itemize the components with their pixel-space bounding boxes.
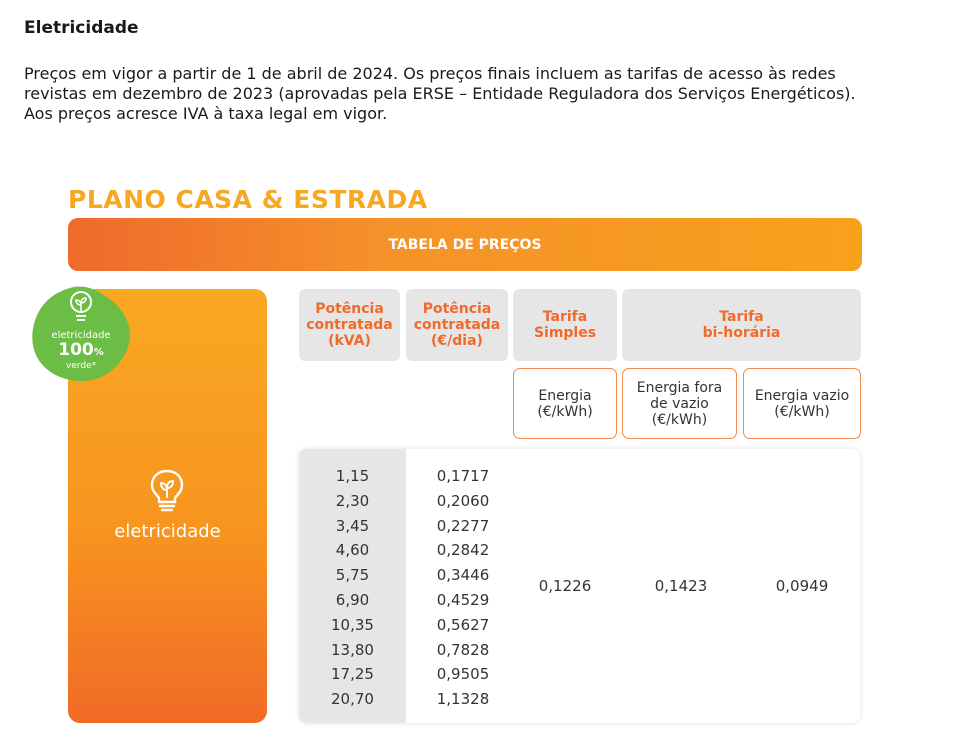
subheader-energia-vazio: Energia vazio (€/kWh): [743, 368, 861, 439]
eur-dia-column: [410, 464, 516, 712]
section-heading: Eletricidade: [24, 18, 139, 38]
intro-line: Aos preços acresce IVA à taxa legal em vigor.: [24, 104, 388, 123]
table-cell: 3,45: [335, 516, 370, 535]
header-tarifa-bihoraria: Tarifa bi-horária: [622, 289, 861, 361]
energia-fora-vazio-value: 0,1423: [654, 577, 708, 595]
intro-line: Preços em vigor a partir de 1 de abril de 2024. Os preços finais incluem as tarifas de acesso às redes: [24, 64, 836, 83]
table-cell: 0,5627: [436, 615, 490, 634]
table-cell: 0,2060: [436, 491, 490, 510]
intro-paragraph: [24, 64, 930, 124]
table-cell: 0,9505: [436, 665, 490, 684]
header-potencia-kva: Potência contratada (kVA): [299, 289, 400, 361]
badge-line-3: verde*: [65, 361, 97, 371]
subheader-energia: Energia (€/kWh): [513, 368, 617, 439]
table-cell: 1,1328: [436, 690, 490, 709]
kva-column: [299, 464, 406, 712]
badge-line-1: eletricidade: [51, 330, 111, 341]
badge-text: [30, 330, 132, 371]
table-cell: 13,80: [331, 640, 374, 659]
side-panel-label: eletricidade: [114, 521, 221, 542]
subheader-energia-fora-vazio: Energia fora de vazio (€/kWh): [622, 368, 737, 439]
table-cell: 2,30: [335, 491, 370, 510]
table-cell: 17,25: [331, 665, 374, 684]
table-cell: 10,35: [331, 615, 374, 634]
table-cell: 0,1717: [436, 467, 490, 485]
table-cell: 0,3446: [436, 566, 490, 585]
banner-label: TABELA DE PREÇOS: [388, 236, 542, 253]
badge-line-2: 100%: [58, 340, 104, 360]
intro-line: revistas em dezembro de 2023 (aprovadas pela ERSE – Entidade Reguladora dos Serviços Energéticos).: [24, 84, 856, 103]
table-cell: 0,4529: [436, 590, 490, 609]
table-cell: 6,90: [335, 590, 370, 609]
energia-simples-value: 0,1226: [538, 577, 592, 595]
table-cell: 20,70: [331, 690, 374, 709]
table-cell: 0,7828: [436, 640, 490, 659]
table-cell: 0,2277: [436, 516, 490, 535]
header-potencia-eur: Potência contratada (€/dia): [406, 289, 508, 361]
energia-vazio-value: 0,0949: [775, 577, 829, 595]
table-cell: 5,75: [335, 566, 370, 585]
lightbulb-leaf-icon: [148, 468, 186, 512]
header-tarifa-simples: Tarifa Simples: [513, 289, 617, 361]
plan-title: PLANO CASA & ESTRADA: [68, 185, 428, 214]
table-cell: 1,15: [335, 467, 370, 485]
price-table-banner: [68, 218, 862, 271]
table-cell: 0,2842: [436, 541, 490, 560]
table-cell: 4,60: [335, 541, 370, 560]
